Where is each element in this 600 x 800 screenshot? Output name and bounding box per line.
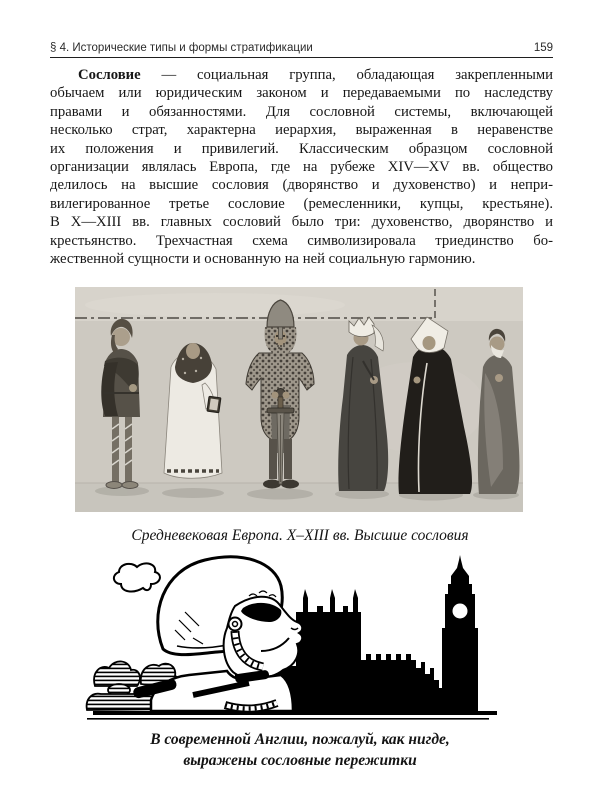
body-line: несколько страт, характерна иерархия, выраженная в неравенстве bbox=[50, 122, 553, 139]
body-line: их положения и привилегий. Классическим образцом сословной bbox=[50, 140, 553, 157]
body-line: В X—XIII вв. главных сословий было три: духовенство, дворянство и bbox=[50, 214, 553, 231]
medieval-estates-svg bbox=[75, 287, 523, 512]
body-line: вилегированное третье сословие (ремесленники, купцы, крестьяне). bbox=[50, 195, 553, 212]
body-line: делилось на высшие сословия (дворянство и духовенство) и непри- bbox=[50, 177, 553, 194]
running-head bbox=[50, 42, 553, 58]
figure2-caption bbox=[0, 729, 600, 771]
ear bbox=[229, 618, 242, 631]
body-line-text: — социальная группа, обладающая закрепленными bbox=[140, 67, 553, 83]
body-line: обычаем или юридическим законом и передаваемыми по наследству bbox=[50, 85, 553, 102]
clock-face bbox=[453, 604, 468, 619]
big-ben-silhouette bbox=[442, 555, 478, 711]
page-number: 159 bbox=[533, 42, 553, 54]
body-line: крестьянство. Трехчастная схема символизировала триединство бо- bbox=[50, 232, 553, 249]
ground-line-thick bbox=[93, 711, 497, 715]
figure1-caption: Средневековая Европа. X–XIII вв. Высшие сословия bbox=[131, 527, 469, 544]
cloud-icon bbox=[114, 563, 160, 591]
body-line: организации являлась Европа, где на рубеже XIV—XV вв. общество bbox=[50, 159, 553, 176]
england-cartoon-svg bbox=[85, 554, 500, 722]
figure2-caption-line2: выражены сословные пережитки bbox=[183, 752, 417, 769]
body-line: жественной сущности и основанную на ней социальную гармонию. bbox=[50, 251, 476, 268]
england-cartoon-illustration bbox=[85, 554, 500, 722]
section-title: § 4. Исторические типы и формы стратификации bbox=[50, 42, 313, 54]
figure2-caption-line1: В современной Англии, пожалуй, как нигде, bbox=[150, 731, 450, 748]
body-line bbox=[50, 66, 553, 84]
lead-term: Сословие bbox=[78, 67, 141, 83]
medieval-estates-illustration bbox=[75, 287, 523, 512]
body-line: правами и обязанностями. Для сословной системы, включающей bbox=[50, 103, 553, 120]
body-paragraph bbox=[50, 66, 553, 268]
ground-line-thin bbox=[87, 718, 489, 720]
